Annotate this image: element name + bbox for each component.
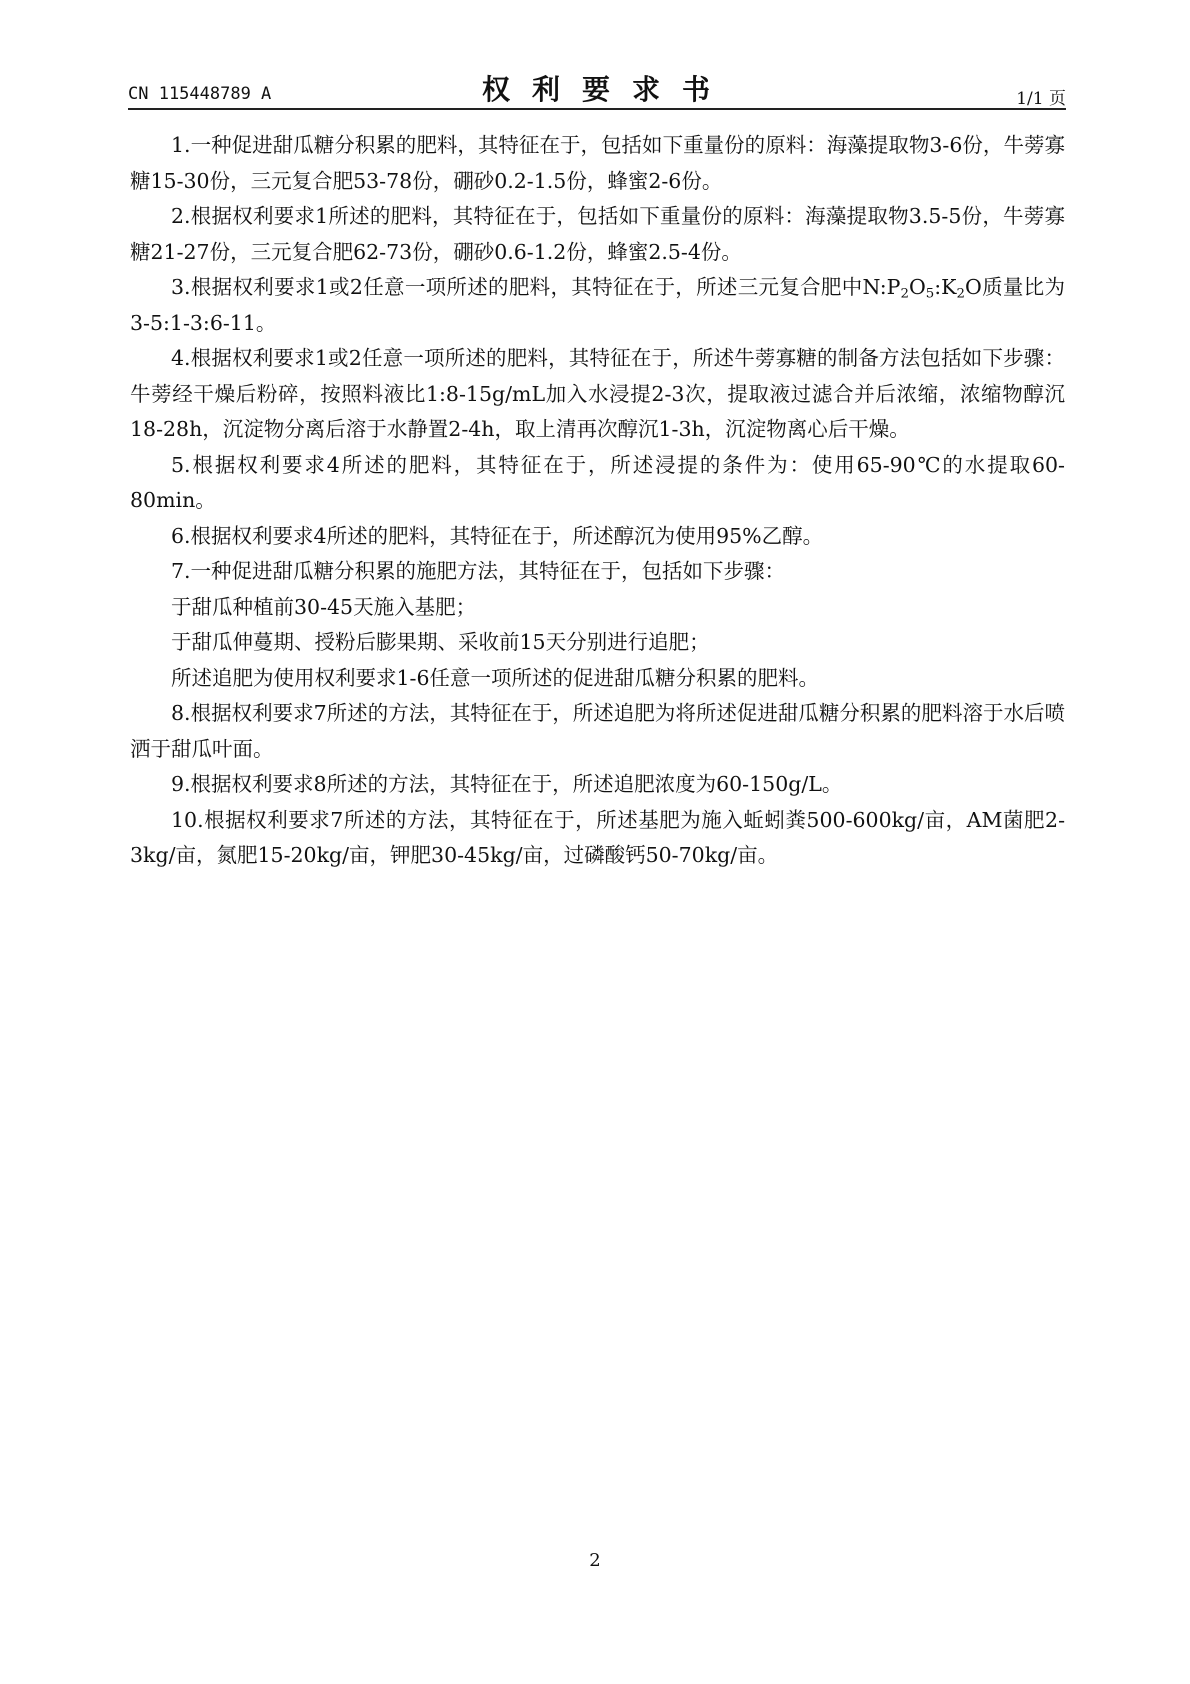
document-number: CN 115448789 A (128, 84, 272, 104)
claim-2: 2.根据权利要求1所述的肥料，其特征在于，包括如下重量份的原料：海藻提取物3.5-5份，牛蒡寡糖21-27份，三元复合肥62-73份，硼砂0.6-1.2份，蜂蜜2.5-4份。 (130, 204, 1065, 264)
header-rule (128, 108, 1066, 110)
claim-3-sub-1: 2 (900, 286, 909, 302)
claim-9: 9.根据权利要求8所述的方法，其特征在于，所述追肥浓度为60-150g/L。 (171, 772, 843, 796)
claim-4: 4.根据权利要求1或2任意一项所述的肥料，其特征在于，所述牛蒡寡糖的制备方法包括如下步骤：牛蒡经干燥后粉碎，按照料液比1:8-15g/mL加入水浸提2-3次，提取液过滤合并后浓缩，浓缩物醇沉18-28h，沉淀物分离后溶于水静置2-4h，取上清再次醇沉1-3h，沉淀物离心后干燥。 (130, 346, 1065, 441)
claim-3-sub-2: 5 (925, 286, 935, 302)
document-title: 权利要求书 (481, 73, 732, 106)
claim-7-step-2: 于甜瓜伸蔓期、授粉后膨果期、采收前15天分别进行追肥； (171, 630, 710, 654)
claims-body (130, 128, 1065, 874)
claim-3 (130, 270, 1065, 341)
claim-10: 10.根据权利要求7所述的方法，其特征在于，所述基肥为施入蚯蚓粪500-600kg/亩，AM菌肥2-3kg/亩，氮肥15-20kg/亩，钾肥30-45kg/亩，过磷酸钙50-70kg/亩。 (130, 807, 1065, 867)
page-header (128, 68, 1066, 108)
claim-3-text-b: O (908, 275, 926, 299)
page-indicator: 1/1 页 (1016, 89, 1066, 109)
claim-6: 6.根据权利要求4所述的肥料，其特征在于，所述醇沉为使用95%乙醇。 (171, 523, 824, 548)
claim-5: 5.根据权利要求4所述的肥料，其特征在于，所述浸提的条件为：使用65-90℃的水提取60-80min。 (130, 452, 1065, 512)
claim-3-text-a: 3.根据权利要求1或2任意一项所述的肥料，其特征在于，所述三元复合肥中N:P (171, 275, 901, 299)
claim-7: 7.一种促进甜瓜糖分积累的施肥方法，其特征在于，包括如下步骤： (171, 559, 786, 583)
claim-8: 8.根据权利要求7所述的方法，其特征在于，所述追肥为将所述促进甜瓜糖分积累的肥料溶于水后喷洒于甜瓜叶面。 (130, 701, 1065, 761)
claim-1: 1.一种促进甜瓜糖分积累的肥料，其特征在于，包括如下重量份的原料：海藻提取物3-6份，牛蒡寡糖15-30份，三元复合肥53-78份，硼砂0.2-1.5份，蜂蜜2-6份。 (130, 133, 1065, 193)
claim-3-text-c: :K (934, 275, 957, 299)
page-number: 2 (589, 1550, 601, 1571)
claim-7-step-3: 所述追肥为使用权利要求1-6任意一项所述的促进甜瓜糖分积累的肥料。 (171, 665, 820, 690)
claim-7-step-1: 于甜瓜种植前30-45天施入基肥； (171, 594, 477, 619)
claim-3-sub-3: 2 (956, 286, 965, 302)
claim-3-text-d: O质量比为3-5:1-3:6-11。 (130, 275, 1065, 335)
